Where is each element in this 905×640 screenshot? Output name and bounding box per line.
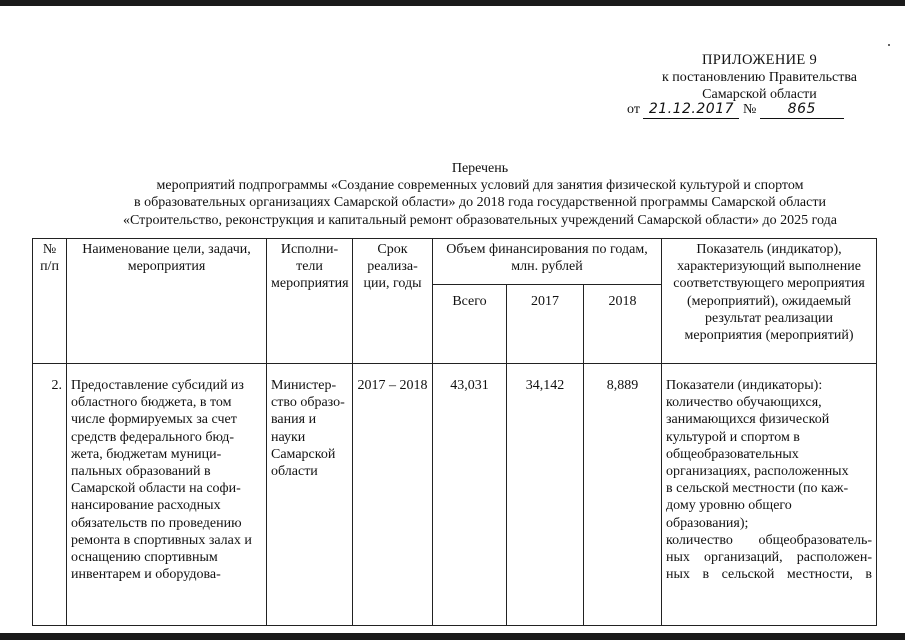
header-period: Срок реализа-ции, годы [353, 239, 433, 364]
title-line-1: Перечень [451, 161, 509, 176]
scan-speck [888, 44, 890, 46]
header-num: № п/п [33, 239, 67, 364]
document-title [40, 160, 905, 229]
order-line [627, 101, 844, 119]
order-number-label: № [742, 102, 757, 117]
appendix-title: ПРИЛОЖЕНИЕ 9 [701, 52, 818, 68]
order-from-label: от [627, 102, 640, 117]
row-num: 2. [33, 364, 67, 626]
order-date: 21.12.2017 [643, 101, 739, 119]
measures-table [32, 238, 877, 626]
indicator-line: дому уровню общего [666, 498, 792, 514]
order-number: 865 [760, 101, 844, 119]
indicator-line: Показатели (индикаторы): [666, 378, 823, 393]
header-2018: 2018 [584, 285, 662, 364]
indicator-line: ных организаций, расположен- [666, 550, 873, 566]
header-funding: Объем финансирования по годам, млн. рублей [433, 239, 662, 285]
row-executor: Министер-ство образо-вания и науки Самарской области [267, 364, 353, 626]
indicator-line: количество общеобразователь- [666, 532, 873, 548]
indicator-line: ных в сельской местности, в [666, 567, 873, 583]
appendix-line-2: Самарской области [702, 87, 817, 102]
indicator-line: количество обучающихся, [666, 395, 822, 411]
appendix-line-1: к постановлению Правительства [661, 70, 857, 85]
indicator-line: организациях, расположенных [666, 464, 849, 480]
row-2017: 34,142 [507, 364, 584, 626]
row-period: 2017 – 2018 [353, 364, 433, 626]
appendix-block [662, 52, 857, 103]
scan-bottom-edge [0, 633, 905, 640]
indicator-line: в сельской местности (по каж- [666, 481, 849, 497]
title-line-3: в образовательных организациях Самарской области» до 2018 года государственной программы Самарской области [134, 195, 826, 211]
indicator-line: культурой и спортом в [666, 429, 800, 445]
header-executor: Исполни-тели мероприятия [267, 239, 353, 364]
header-2017: 2017 [507, 285, 584, 364]
title-line-4: «Строительство, реконструкция и капитальный ремонт образовательных учреждений Самарской области» до 2025 года [123, 212, 837, 228]
table-row [33, 364, 877, 626]
row-2018: 8,889 [584, 364, 662, 626]
scan-top-edge [0, 0, 905, 6]
row-total: 43,031 [433, 364, 507, 626]
header-name: Наименование цели, задачи, мероприятия [67, 239, 267, 364]
indicator-line: образования); [666, 515, 749, 531]
indicator-line: занимающихся физической [666, 412, 830, 428]
row-name: Предоставление субсидий из областного бюджета, в том числе формируемых за счет средств федерального бюд-жета, бюджетам муници-пальных образований в Самарской области на софи-нансирование расходных обязательств по проведению ремонта в спортивных залах и оснащению спортивным инвентарем и оборудова- [67, 364, 267, 626]
title-line-2: мероприятий подпрограммы «Создание современных условий для занятия физической культурой и спортом [156, 178, 804, 194]
row-indicator [662, 364, 877, 626]
indicator-line: общеобразовательных [666, 446, 799, 462]
header-indicator: Показатель (индикатор), характеризующий выполнение соответствующего мероприятия (мероприятий), ожидаемый результат реализации мероприятия (мероприятий) [662, 239, 877, 364]
header-total: Всего [433, 285, 507, 364]
